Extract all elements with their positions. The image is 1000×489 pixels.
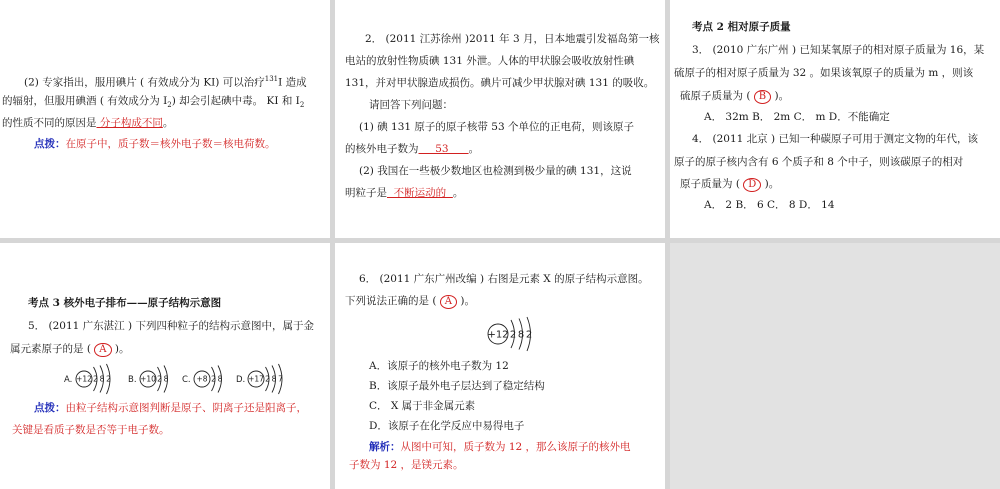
- option-a: A．该原子的核外电子数为 12: [369, 360, 509, 372]
- subscript: 2: [299, 101, 305, 110]
- answer-mark: D: [743, 178, 761, 192]
- text-line: 硫原子的相对原子质量为 32 。如果该氧原子的质量为 m ，则该: [674, 67, 974, 79]
- option-d: D．该原子在化学反应中易得电子: [369, 420, 525, 432]
- shell-electron-count: 8: [217, 374, 223, 384]
- atomic-structure-diagram: [480, 311, 600, 357]
- nucleus-charge: +10: [140, 374, 156, 384]
- text-line: [24, 72, 307, 90]
- text-fragment: 。: [452, 187, 464, 199]
- shell-electron-count: 8: [517, 329, 525, 341]
- text-fragment: 下列说法正确的是 (: [345, 295, 437, 307]
- answer-mark: A: [94, 343, 111, 357]
- nucleus-charge: +12: [76, 374, 92, 384]
- shell-electron-count: 2: [509, 329, 517, 341]
- panel-empty: [670, 243, 1000, 489]
- tip-text: 从图中可知，质子数为 12 ，那么该原子的核外电: [400, 441, 631, 453]
- text-line: [345, 186, 463, 200]
- shell-electron-count: 2: [157, 374, 162, 384]
- text-line: (1) 碘 131 原子的原子核带 53 个单位的正电荷，则该原子: [359, 121, 634, 133]
- text-line: 4． (2011 北京 ) 已知一种碳原子可用于测定文物的年代，该: [692, 133, 978, 145]
- text-line: [10, 342, 129, 357]
- diagram-option-label: D.: [236, 375, 246, 385]
- text-line: [2, 94, 304, 112]
- shell-electron-count: 2: [106, 374, 111, 384]
- nucleus-charge: +17: [248, 374, 264, 384]
- text-line: 6． (2011 广东广州改编 ) 右图是元素 X 的原子结构示意图。: [359, 273, 649, 285]
- tip-label: 解析：: [369, 441, 401, 453]
- shell-electron-count: 8: [163, 374, 169, 384]
- text-fragment: )。: [774, 90, 790, 102]
- tip-line: [369, 440, 631, 454]
- answer-mark: A: [440, 295, 457, 309]
- text-line: [680, 89, 789, 104]
- subscript: 2: [167, 101, 172, 110]
- options-line: A． 32m B． 2m C． m D．不能确定: [704, 111, 890, 123]
- tip-line: [34, 137, 276, 151]
- answer-fill: 分子构成不同: [96, 117, 163, 129]
- text-line: 2． (2011 江苏徐州 )2011 年 3 月，日本地震引发福岛第一核: [365, 33, 660, 45]
- text-fragment: 明粒子是: [345, 187, 387, 199]
- section-heading: 考点 3 核外电子排布——原子结构示意图: [28, 297, 222, 309]
- text-fragment: 硫原子质量为 (: [680, 90, 751, 102]
- panel-q2: [335, 0, 665, 238]
- text-fragment: 的性质不同的原因是: [2, 117, 97, 129]
- shell-electron-count: 8: [99, 374, 105, 384]
- answer-fill: 不断运动的: [387, 187, 453, 199]
- diagram-option-label: A.: [64, 375, 73, 385]
- tip-text: 子数为 12 ，是镁元素。: [349, 459, 464, 471]
- tip-text: 由粒子结构示意图判断是原子、阴离子还是阳离子，: [65, 402, 307, 414]
- text-fragment: 的辐射，但服用碘酒 ( 有效成分为 I: [2, 95, 168, 107]
- shell-electron-count: 2: [525, 329, 533, 341]
- text-fragment: (2) 专家指出，服用碘片 ( 有效成分为 KI) 可以治疗: [24, 76, 265, 89]
- option-c: C． X 属于非金属元素: [369, 400, 476, 412]
- section-heading: 考点 2 相对原子质量: [692, 21, 791, 33]
- text-line: 原子的原子核内含有 6 个质子和 8 个中子，则该碳原子的相对: [674, 156, 964, 168]
- text-line: [345, 294, 475, 309]
- tip-line: [34, 401, 307, 415]
- atomic-structure-diagrams: [0, 359, 330, 399]
- options-line: A． 2 B． 6 C． 8 D． 14: [704, 199, 835, 211]
- text-line: [345, 142, 479, 156]
- text-fragment: I 造成: [278, 76, 307, 89]
- shell-electron-count: 7: [278, 374, 283, 384]
- panel-electron-configuration: [0, 243, 330, 489]
- text-fragment: 。: [162, 117, 174, 129]
- shell-electron-count: 2: [265, 374, 270, 384]
- answer-mark: B: [754, 90, 771, 104]
- text-line: 电站的放射性物质碘 131 外泄。人体的甲状腺会吸收放射性碘: [345, 55, 635, 67]
- text-line: (2) 我国在一些极少数地区也检测到极少量的碘 131，这说: [359, 165, 632, 177]
- text-fragment: )。: [114, 343, 130, 355]
- nucleus-charge: +12: [487, 329, 509, 341]
- text-fragment: 原子质量为 (: [680, 178, 740, 190]
- text-fragment: 的核外电子数为: [345, 143, 419, 155]
- text-line: 请回答下列问题：: [369, 99, 453, 111]
- panel-q6: [335, 243, 665, 489]
- text-fragment: )。: [460, 295, 475, 307]
- diagram-option-label: C.: [182, 375, 191, 385]
- shell-electron-count: 2: [211, 374, 216, 384]
- tip-text: 关键是看质子数是否等于电子数。: [12, 424, 170, 436]
- nucleus-charge: +8: [196, 374, 208, 384]
- panel-relative-atomic-mass: [670, 0, 1000, 238]
- text-line: 3． (2010 广东广州 ) 已知某氧原子的相对原子质量为 16，某: [692, 44, 985, 56]
- option-b: B．该原子最外电子层达到了稳定结构: [369, 380, 545, 392]
- shell-electron-count: 8: [271, 374, 277, 384]
- superscript: 131: [264, 75, 279, 83]
- text-fragment: )。: [764, 178, 780, 190]
- tip-text: 在原子中，质子数＝核外电子数＝核电荷数。: [65, 138, 276, 150]
- text-fragment: 属元素原子的是 (: [10, 343, 91, 355]
- text-line: 5． (2011 广东湛江 ) 下列四种粒子的结构示意图中，属于金: [28, 320, 314, 332]
- text-fragment: 。: [468, 143, 480, 155]
- text-fragment: ) 却会引起碘中毒。 KI 和 I: [171, 95, 300, 107]
- text-line: [2, 116, 173, 130]
- tip-label: 点拨：: [34, 402, 66, 414]
- answer-fill: 53: [418, 143, 469, 155]
- diagram-option-label: B.: [128, 375, 137, 385]
- panel-q2-continued: [0, 0, 330, 238]
- text-line: [680, 177, 779, 192]
- text-line: 131，并对甲状腺造成损伤。碘片可减少甲状腺对碘 131 的吸收。: [345, 77, 655, 89]
- tip-label: 点拨：: [34, 138, 66, 150]
- shell-electron-count: 2: [93, 374, 98, 384]
